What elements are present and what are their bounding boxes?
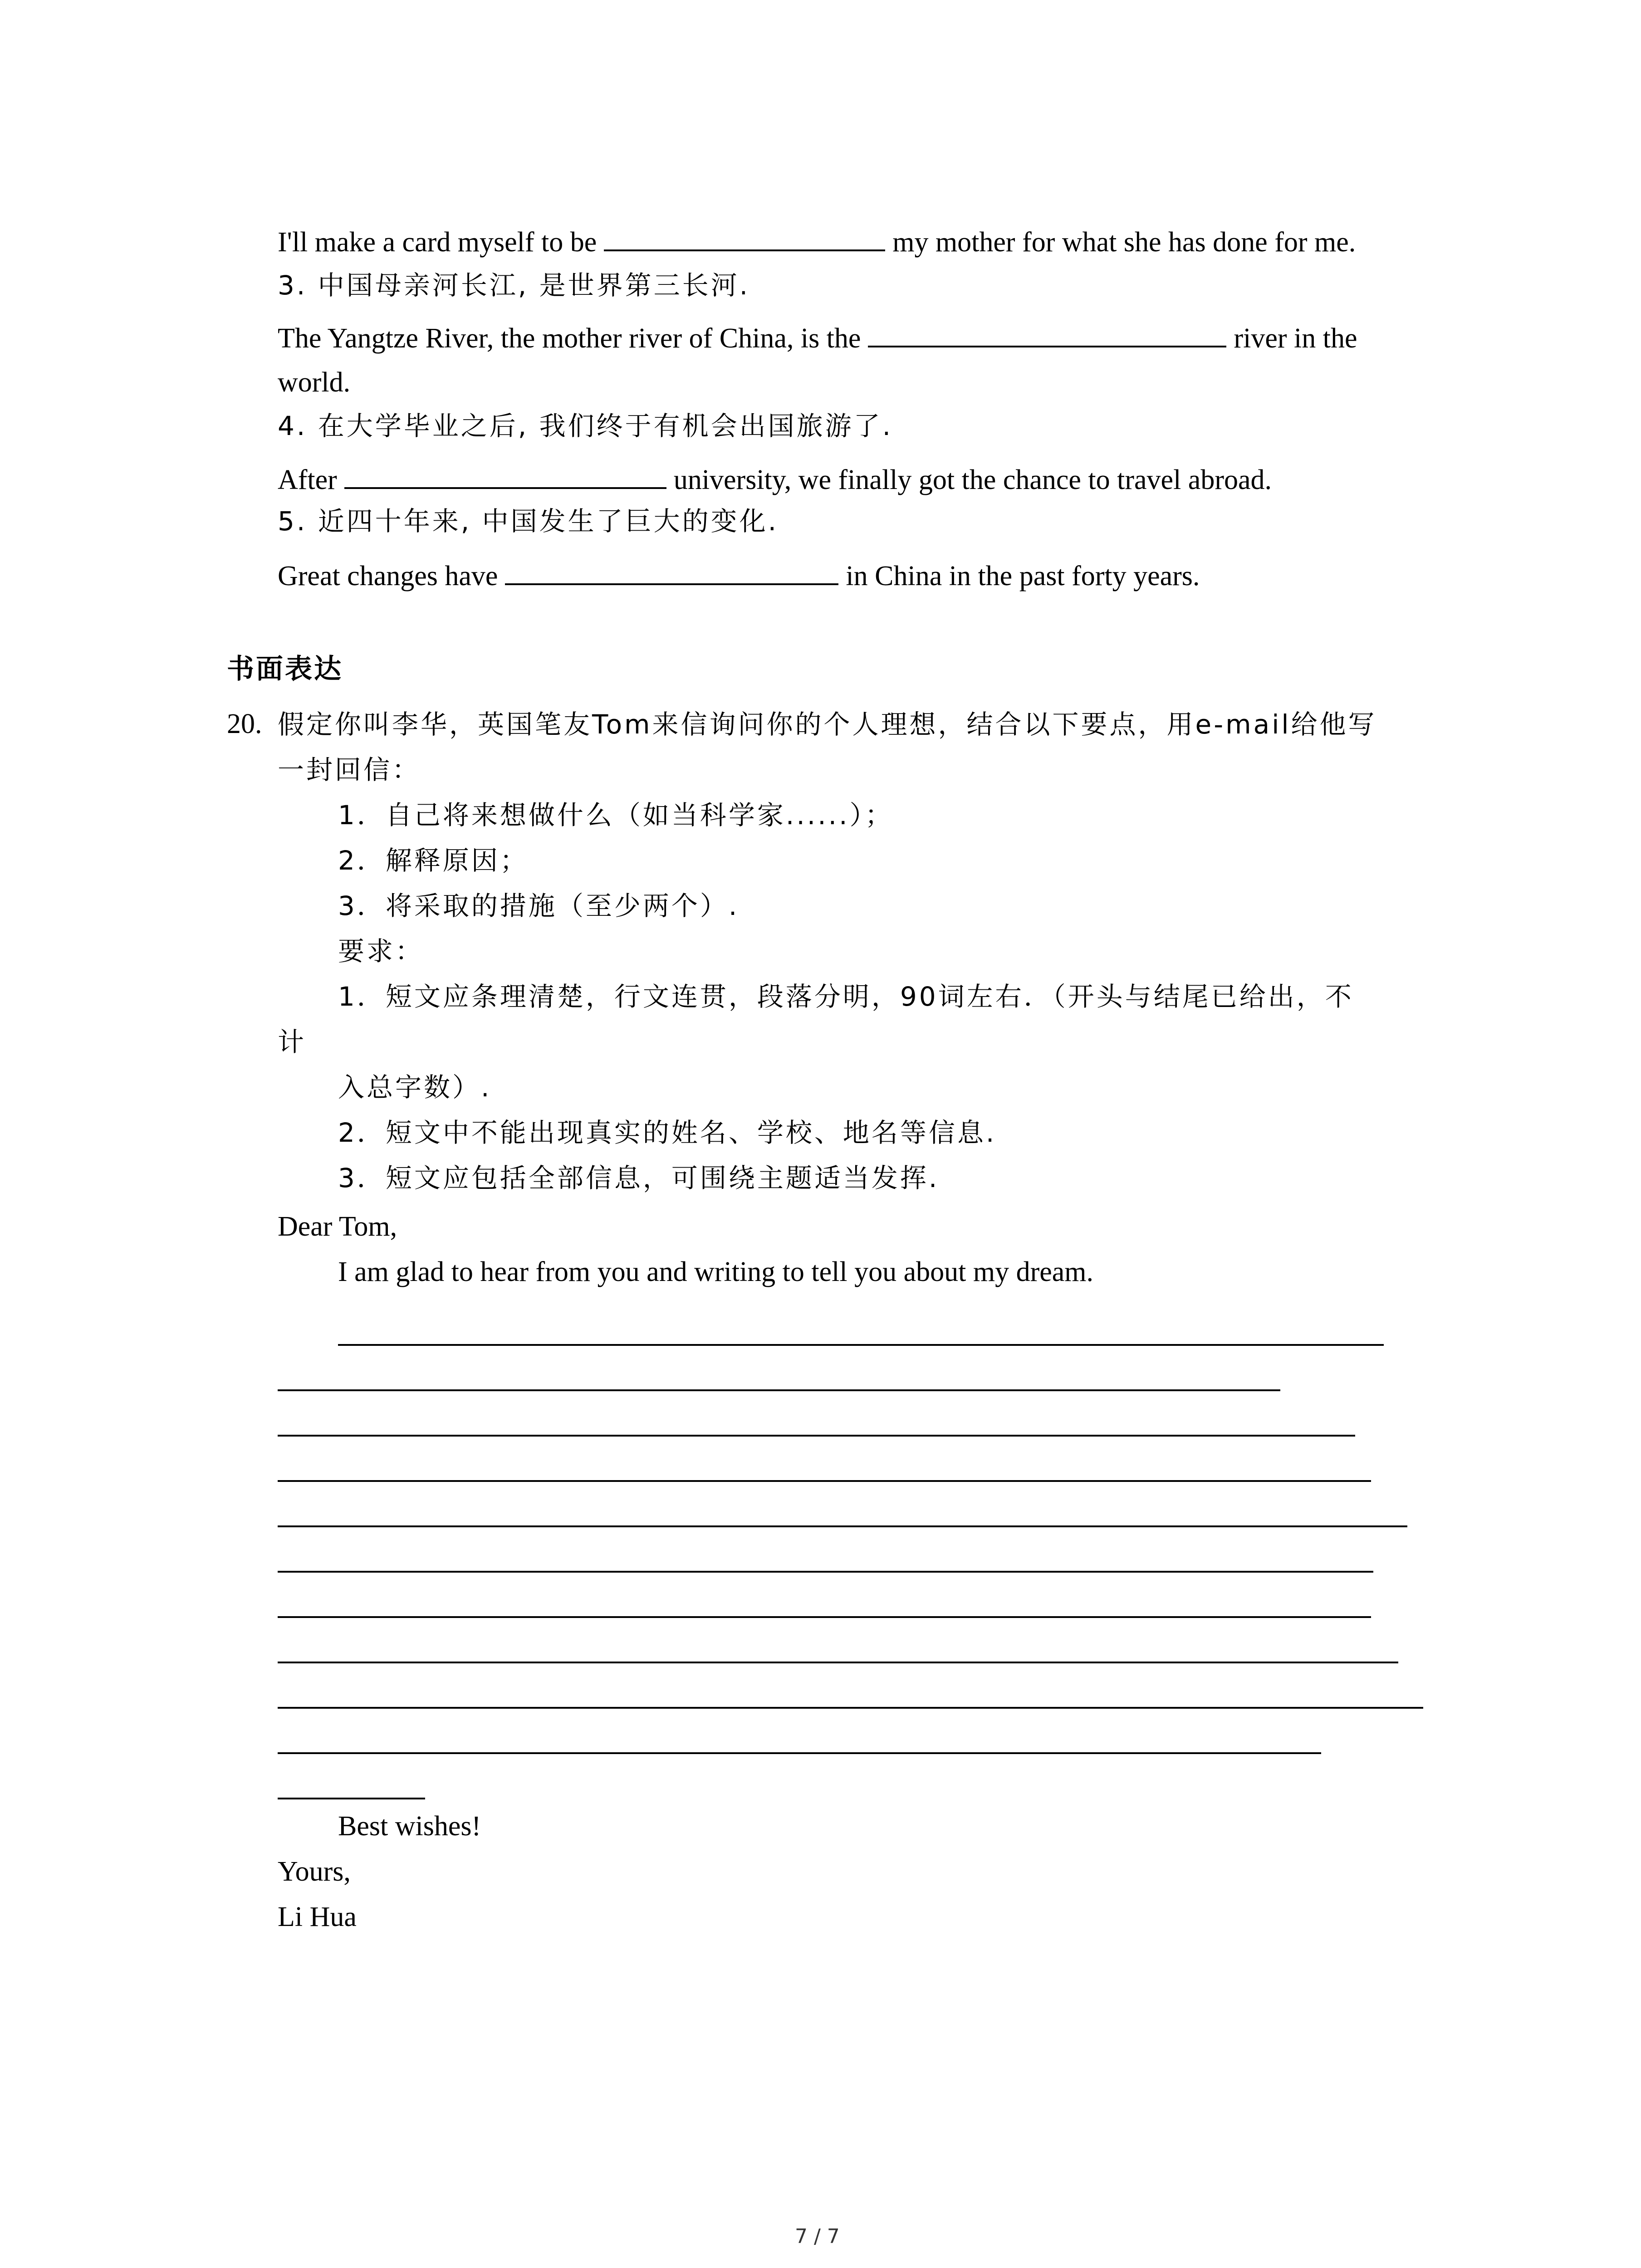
requirements-label: 要求： — [338, 936, 424, 967]
item4-english-line — [278, 464, 1272, 494]
writing-line[interactable] — [278, 1707, 1423, 1709]
letter-opening: I am glad to hear from you and writing to tell you about my dream. — [338, 1256, 1093, 1287]
item2-answer-blank[interactable] — [604, 227, 885, 251]
item5-chinese-prompt: 5. 近四十年来, 中国发生了巨大的变化. — [278, 506, 779, 537]
item5-answer-blank[interactable] — [505, 561, 838, 585]
question-number: 20. — [227, 709, 262, 739]
item4-answer-blank[interactable] — [344, 464, 666, 489]
point-2: 2．解释原因； — [338, 845, 529, 876]
requirement-1-wrap: 计 — [278, 1026, 307, 1057]
page-number: 7 / 7 — [795, 2225, 840, 2248]
letter-greeting: Dear Tom, — [278, 1211, 397, 1242]
item3-english-continuation: world. — [278, 367, 351, 398]
writing-line[interactable] — [278, 1389, 1280, 1391]
letter-signature: Li Hua — [278, 1901, 357, 1932]
item5-text-before: Great changes have — [278, 561, 498, 591]
item4-chinese-prompt: 4. 在大学毕业之后, 我们终于有机会出国旅游了. — [278, 411, 893, 441]
point-3: 3．将采取的措施（至少两个）. — [338, 890, 740, 921]
requirement-1-continuation: 入总字数）. — [338, 1072, 492, 1103]
item5-english-line — [278, 561, 1200, 590]
item5-text-after: in China in the past forty years. — [846, 561, 1200, 591]
writing-line[interactable] — [278, 1798, 425, 1799]
item2-text-after: my mother for what she has done for me. — [892, 227, 1356, 258]
item3-text-after: river in the — [1234, 323, 1357, 354]
requirement-3: 3．短文应包括全部信息，可围绕主题适当发挥. — [338, 1163, 940, 1193]
requirement-1: 1．短文应条理清楚，行文连贯，段落分明，90词左右．（开头与结尾已给出，不 — [338, 981, 1354, 1012]
writing-line[interactable] — [278, 1571, 1373, 1573]
writing-line[interactable] — [278, 1662, 1398, 1663]
item2-text-before: I'll make a card myself to be — [278, 227, 597, 258]
writing-line[interactable] — [278, 1435, 1355, 1437]
item3-chinese-prompt: 3. 中国母亲河长江, 是世界第三长河. — [278, 270, 750, 301]
requirement-2: 2．短文中不能出现真实的姓名、学校、地名等信息. — [338, 1117, 997, 1148]
item3-answer-blank[interactable] — [868, 323, 1226, 347]
writing-line[interactable] — [278, 1525, 1407, 1527]
writing-line[interactable] — [278, 1752, 1321, 1754]
section-title: 书面表达 — [227, 653, 343, 685]
item3-english-line — [278, 323, 1357, 352]
writing-prompt-line1: 假定你叫李华，英国笔友Tom来信询问你的个人理想，结合以下要点，用e-mail给他写 — [278, 709, 1377, 740]
letter-signoff: Yours, — [278, 1856, 351, 1887]
item2-english-line — [278, 227, 1356, 256]
writing-prompt-line2: 一封回信： — [278, 754, 421, 785]
point-1: 1．自己将来想做什么（如当科学家......）； — [338, 800, 894, 831]
letter-closing: Best wishes! — [338, 1811, 481, 1842]
writing-line[interactable] — [278, 1616, 1371, 1618]
writing-line[interactable] — [338, 1344, 1384, 1346]
item4-text-before: After — [278, 464, 337, 495]
item3-text-before: The Yangtze River, the mother river of China, is the — [278, 323, 861, 354]
writing-line[interactable] — [278, 1480, 1371, 1482]
item4-text-after: university, we finally got the chance to travel abroad. — [673, 464, 1272, 495]
